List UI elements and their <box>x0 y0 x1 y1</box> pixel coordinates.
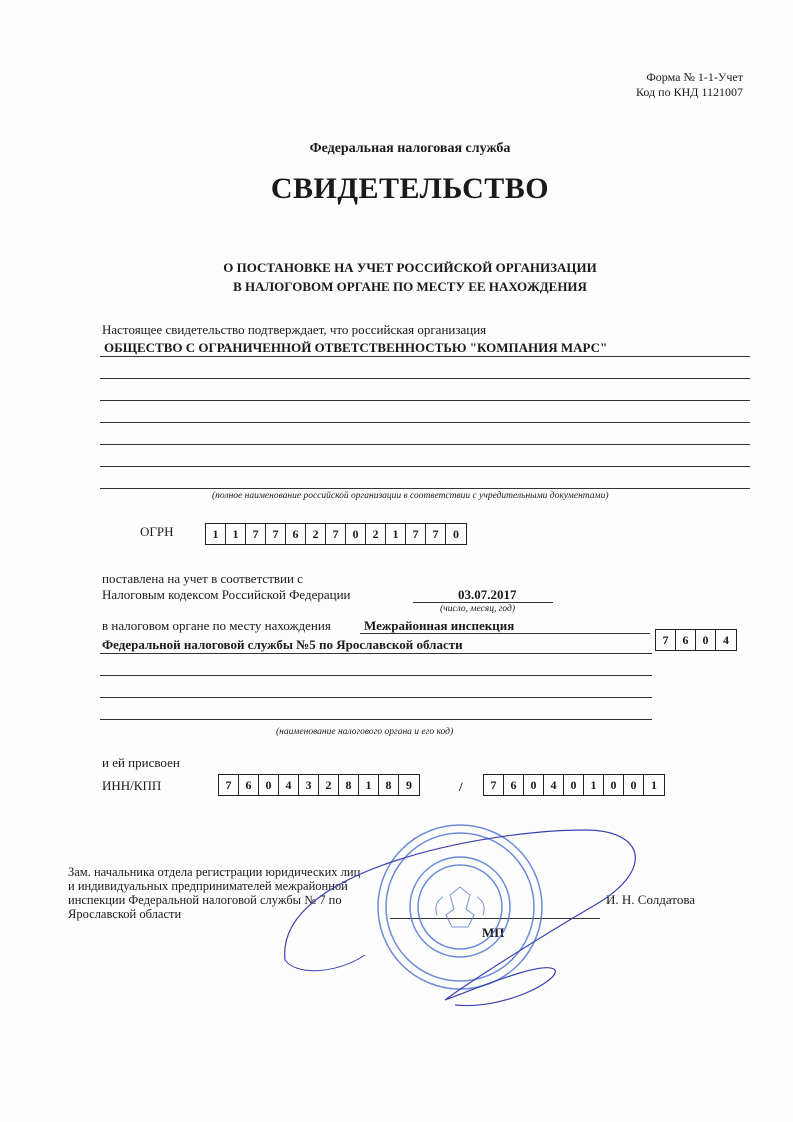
subtitle-line-2: В НАЛОГОВОМ ОРГАНЕ ПО МЕСТУ ЕЕ НАХОЖДЕНИЯ <box>233 279 587 294</box>
registration-date: 03.07.2017 <box>458 587 517 602</box>
tax-office-name-2: Федеральной налоговой службы №5 по Ярославской области <box>102 637 463 652</box>
ogrn-digit: 1 <box>206 524 226 544</box>
assigned-label: и ей присвоен <box>102 755 180 770</box>
kpp-digit: 0 <box>524 775 544 795</box>
kpp-digit: 0 <box>624 775 644 795</box>
organization-name: ОБЩЕСТВО С ОГРАНИЧЕННОЙ ОТВЕТСТВЕННОСТЬЮ "КОМПАНИЯ МАРС" <box>104 340 608 355</box>
ogrn-cells <box>205 523 467 545</box>
tax-office-line-0 <box>360 633 650 634</box>
form-info <box>636 70 743 100</box>
tax-office-code-digit: 0 <box>696 630 716 650</box>
inn-digit: 9 <box>406 777 412 792</box>
ogrn-digit: 2 <box>306 524 326 544</box>
kpp-cells <box>483 774 665 796</box>
kpp-digit: 1 <box>584 775 604 795</box>
inn-digit: 3 <box>299 775 319 795</box>
inn-kpp-slash: / <box>459 779 463 794</box>
inn-digit: 6 <box>239 775 259 795</box>
ogrn-digit: 2 <box>366 524 386 544</box>
tax-office-name-1: Межрайонная инспекция <box>364 618 515 633</box>
ogrn-label: ОГРН <box>140 524 174 539</box>
kpp-digit: 0 <box>604 775 624 795</box>
organization-caption: (полное наименование российской организации в соответствии с учредительными документами) <box>212 491 609 501</box>
inn-cells <box>218 774 420 796</box>
tax-office-label: в налоговом органе по месту нахождения <box>102 618 331 633</box>
signatory-position: Зам. начальника отдела регистрации юридических лиц и индивидуальных предпринимателей межрайонной инспекции Федеральной налоговой службы № 7 по Ярославской области <box>68 865 361 921</box>
inn-digit: 1 <box>359 775 379 795</box>
org-line-4 <box>100 422 750 423</box>
registration-line-2: Налоговым кодексом Российской Федерации <box>102 587 351 602</box>
inn-digit: 4 <box>279 775 299 795</box>
ogrn-digit: 1 <box>226 524 246 544</box>
tax-office-code-digit: 4 <box>723 632 729 647</box>
ogrn-digit: 0 <box>453 526 459 541</box>
document-title: СВИДЕТЕЛЬСТВО <box>270 172 550 205</box>
ogrn-digit: 7 <box>266 524 286 544</box>
date-caption: (число, месяц, год) <box>440 604 516 614</box>
org-line-6 <box>100 466 750 467</box>
tax-office-code-cells <box>655 629 737 651</box>
registration-line-1: поставлена на учет в соответствии с <box>102 571 303 586</box>
ogrn-digit: 7 <box>326 524 346 544</box>
tax-office-code-digit: 6 <box>676 630 696 650</box>
org-line-2 <box>100 378 750 379</box>
ogrn-digit: 7 <box>246 524 266 544</box>
inn-digit: 0 <box>259 775 279 795</box>
tax-office-line-1 <box>100 653 652 654</box>
organization-intro: Настоящее свидетельство подтверждает, что российская организация <box>102 322 487 337</box>
tax-office-caption: (наименование налогового органа и его код) <box>276 727 454 737</box>
ogrn-digit: 0 <box>346 524 366 544</box>
tax-office-code-digit: 7 <box>656 630 676 650</box>
document-subtitle <box>0 258 793 296</box>
subtitle-line-1: О ПОСТАНОВКЕ НА УЧЕТ РОССИЙСКОЙ ОРГАНИЗАЦИИ <box>223 260 597 275</box>
form-number: Форма № 1-1-Учет <box>646 70 743 84</box>
org-line-1 <box>100 356 750 357</box>
inn-digit: 8 <box>339 775 359 795</box>
kpp-digit: 6 <box>504 775 524 795</box>
ogrn-digit: 6 <box>286 524 306 544</box>
service-name: Федеральная налоговая служба <box>309 141 511 156</box>
ogrn-digit: 7 <box>406 524 426 544</box>
innkpp-label: ИНН/КПП <box>102 778 162 793</box>
tax-office-line-3 <box>100 697 652 698</box>
signatory-name: И. Н. Солдатова <box>606 892 696 907</box>
tax-office-line-2 <box>100 675 652 676</box>
ogrn-digit: 1 <box>386 524 406 544</box>
inn-digit: 7 <box>219 775 239 795</box>
handwritten-signature <box>255 810 675 1040</box>
org-line-3 <box>100 400 750 401</box>
kpp-digit: 1 <box>651 777 657 792</box>
org-line-7 <box>100 488 750 489</box>
kpp-digit: 4 <box>544 775 564 795</box>
org-line-5 <box>100 444 750 445</box>
ogrn-digit: 7 <box>426 524 446 544</box>
knd-code: Код по КНД 1121007 <box>636 85 743 99</box>
mp-label: МП <box>482 925 505 940</box>
inn-digit: 2 <box>319 775 339 795</box>
kpp-digit: 7 <box>484 775 504 795</box>
date-line <box>413 602 553 603</box>
inn-digit: 8 <box>379 775 399 795</box>
kpp-digit: 0 <box>564 775 584 795</box>
tax-office-line-4 <box>100 719 652 720</box>
